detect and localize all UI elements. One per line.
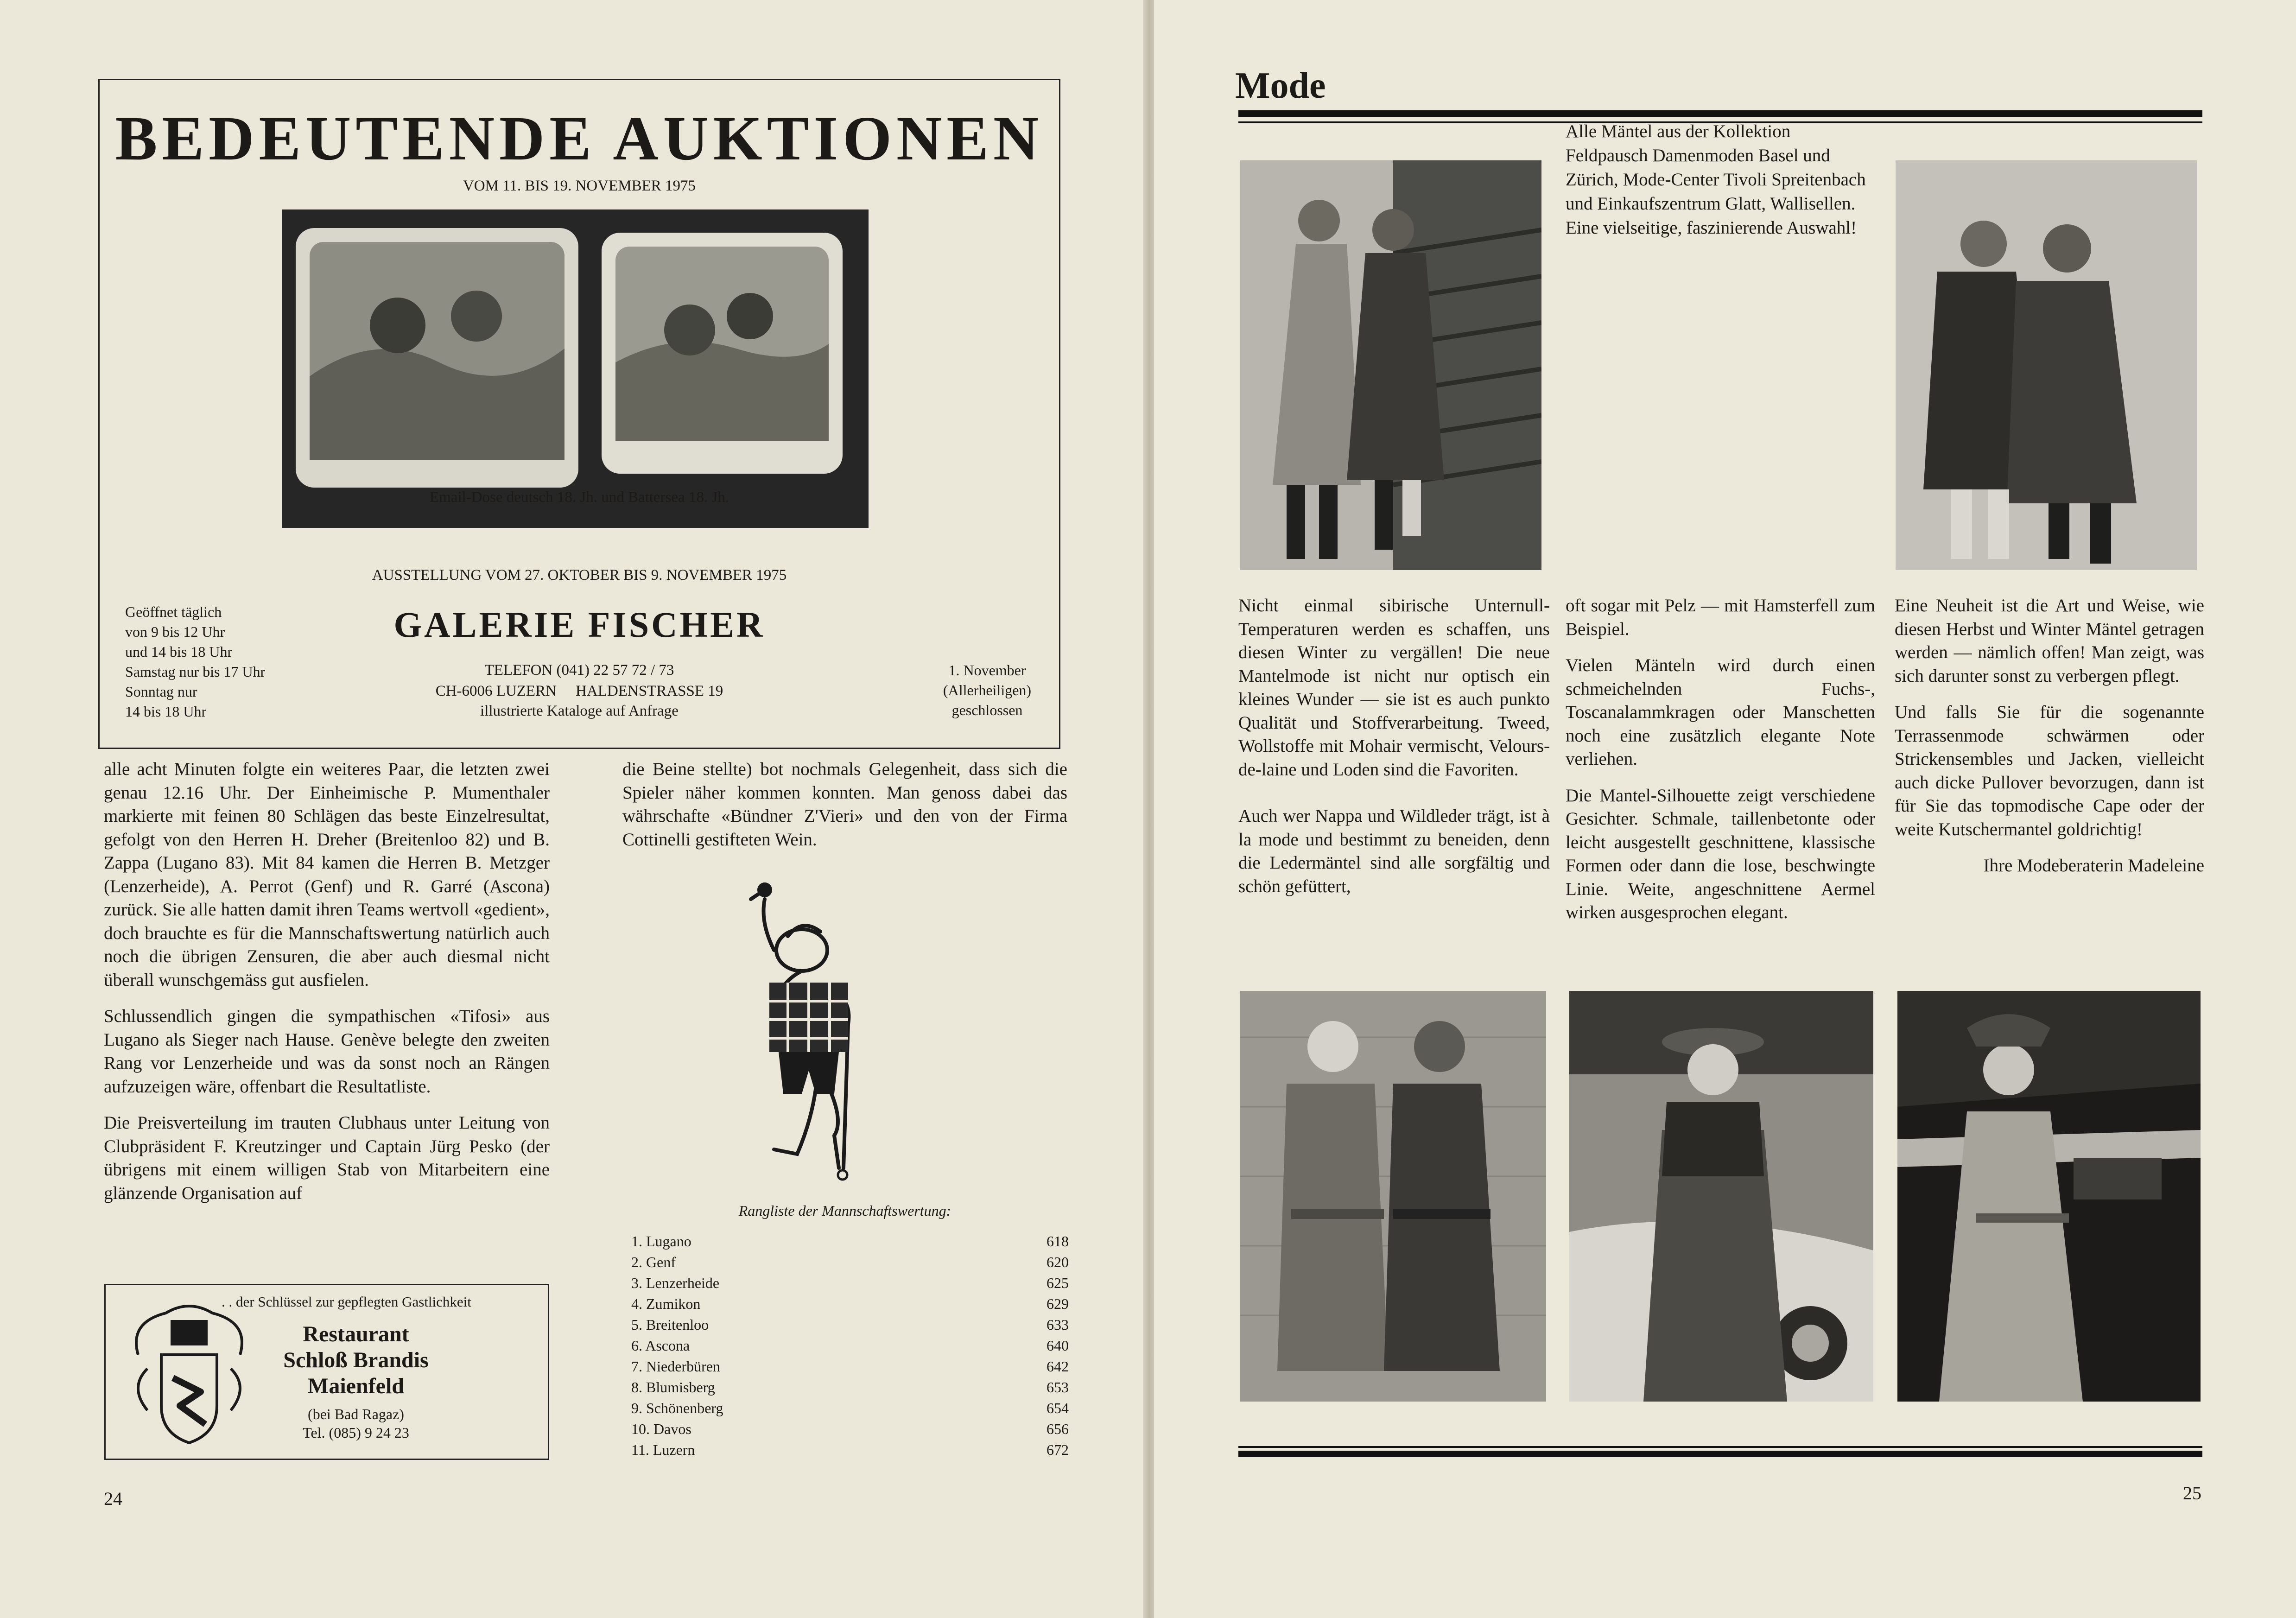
gallery-phone: TELEFON (041) 22 57 72 / 73 bbox=[484, 662, 674, 679]
golfer-illustration bbox=[695, 871, 927, 1205]
restaurant-location: (bei Bad Ragaz) Tel. (085) 9 24 23 bbox=[303, 1406, 409, 1441]
ranking-table bbox=[631, 1231, 1069, 1460]
coat-of-arms-icon bbox=[120, 1294, 259, 1447]
restaurant-name: Restaurant Schloß Brandis Maienfeld bbox=[283, 1322, 429, 1398]
mode-column-2: oft sogar mit Pelz — mit Hamsterfell zum Beispiel. Vielen Mänteln wird durch einen schmeichelnden Fuchs-, Toscanalammkragen oder Manschetten noch eine zusätzlich elegante Note verliehen. Die Mantel-Silhouette zeigt verschiedene Gesichter. Schmale, taillenbetonte oder leicht ausgestellt geschnittene, klassische Formen oder dann die lose, beschwingte Linie. Weite, angeschnittene Aermel wirken ausgesprochen elegant. bbox=[1566, 596, 1875, 922]
fashion-photo-belted-coats bbox=[1240, 991, 1546, 1402]
page-number: 25 bbox=[2183, 1483, 2201, 1504]
section-title: Mode bbox=[1235, 65, 1326, 106]
table-row: 7. Niederbüren 642 bbox=[631, 1358, 1069, 1375]
bottom-rule bbox=[1238, 1451, 2202, 1457]
ad-title: BEDEUTENDE AUKTIONEN bbox=[115, 104, 1044, 173]
table-row: 9. Schönenberg 654 bbox=[631, 1400, 1069, 1416]
page-number: 24 bbox=[104, 1488, 122, 1509]
mode-column-1: Nicht einmal sibirische Unternull-Temperaturen werden es schaffen, uns diesen Winter zu vergällen! Die neue Mantelmode ist nicht nur optisch ein kleines Wunder — sie ist es auch punkto Qualität und Stoffverarbeitung. Tweed, Wollstoffe mit Mohair vermischt, Velours-de-laine und Loden sind die Favoriten. Auch wer Nappa und Wildleder trägt, ist à la mode und bestimmt zu beneiden, denn die Ledermäntel sind alle sorgfältig und schön gefüttert, bbox=[1238, 596, 1550, 896]
opening-hours: Geöffnet täglich von 9 bis 12 Uhr und 14 bis 18 Uhr Samstag nur bis 17 Uhr Sonntag nur 14 bis 18 Uhr bbox=[125, 603, 266, 720]
enamel-boxes-photo bbox=[282, 209, 869, 528]
closed-notice: 1. November (Allerheiligen) geschlossen bbox=[943, 662, 1032, 718]
mode-column-3: Eine Neuheit ist die Art und Weise, wie diesen Herbst und Winter Mäntel getragen werden — nämlich offen! Man zeigt, was sich darunter sonst zu verbergen pflegt. Und falls Sie für die sogenannte Terrassenmode schwärmen oder Strickensembles und Jacken, vielleicht auch dicke Pullover bevorzugen, dann ist für Sie das topmodische Cape oder der weite Kutschermantel goldrichtig! Ihre Modeberaterin Madeleine bbox=[1895, 594, 2204, 891]
restaurant-advertisement bbox=[104, 1284, 549, 1460]
intro-text: Alle Mäntel aus der Kollektion Feldpausch Damenmoden Basel und Zürich, Mode-Center Tivoli Spreitenbach und Einkaufszentrum Glatt, Wallisellen. Eine vielseitige, faszinierende Auswahl! bbox=[1566, 121, 1866, 238]
author-signature: Ihre Modeberaterin Madeleine bbox=[1983, 856, 2204, 876]
gallery-catalog: illustrierte Kataloge auf Anfrage bbox=[480, 703, 679, 719]
table-row: 8. Blumisberg 653 bbox=[631, 1379, 1069, 1396]
fashion-photo-fur-collar-hat bbox=[1569, 991, 1873, 1402]
photo-caption: Email-Dose deutsch 18. Jh. und Battersea 18. Jh. bbox=[429, 489, 729, 506]
table-row: 3. Lenzerheide 625 bbox=[631, 1275, 1069, 1291]
auction-advertisement bbox=[98, 79, 1060, 749]
title-rule bbox=[1238, 110, 2202, 117]
gallery-name: GALERIE FISCHER bbox=[393, 604, 765, 645]
ranking-title: Rangliste der Mannschaftswertung: bbox=[738, 1202, 951, 1219]
gallery-address: CH-6006 LUZERN HALDENSTRASSE 19 bbox=[435, 683, 723, 699]
table-row: 2. Genf 620 bbox=[631, 1254, 1069, 1270]
table-row: 1. Lugano 618 bbox=[631, 1233, 1069, 1250]
ad-dates: VOM 11. BIS 19. NOVEMBER 1975 bbox=[463, 178, 696, 194]
fashion-photo-two-women-walking bbox=[1896, 160, 2197, 570]
article-column-1: alle acht Minuten folgte ein weiteres Paar, die letzten zwei genau 12.16 Uhr. Der Einheimische P. Mumenthaler markierte mit feinen 80 Schlägen das beste Einzelresultat, gefolgt von den Herren H. Dreher (Breitenloo 82) und B. Zappa (Lugano 83). Mit 84 kamen die Herren B. Metzger (Lenzerheide), A. Perrot (Genf) und R. Garré (Ascona) zurück. Sie alle hatten damit ihren Teams wertvoll «gedient», doch brauchte es für die Mannschaftswertung natürlich auch noch die übrigen Zensuren, die aber auch diesmal nicht überall wunschgemäss gut ausfielen. Schlussendlich gingen die sympathischen «Tifosi» aus Lugano als Sieger nach Hause. Genève belegte den zweiten Rang vor Lenzerheide und was da sonst noch an Rängen aufzuzeigen wäre, offenbart die Resultatliste. Die Preisverteilung im trauten Clubhaus unter Leitung von Clubpräsident F. Kreutzinger und Captain Jürg Pesko (der übrigens mit einem willigen Stab von Mitarbeitern eine glänzende Organisation auf bbox=[104, 759, 550, 1203]
fashion-photo-tweed-coat-car bbox=[1897, 991, 2201, 1402]
table-row: 10. Davos 656 bbox=[631, 1421, 1069, 1437]
table-row: 6. Ascona 640 bbox=[631, 1337, 1069, 1354]
fashion-photo-two-women-stairs bbox=[1240, 160, 1541, 570]
table-row: 5. Breitenloo 633 bbox=[631, 1316, 1069, 1333]
bottom-rule-thin bbox=[1238, 1446, 2202, 1448]
table-row: 4. Zumikon 629 bbox=[631, 1295, 1069, 1312]
table-row: 11. Luzern 672 bbox=[631, 1441, 1069, 1458]
left-page bbox=[0, 0, 1145, 1618]
restaurant-tagline: . . der Schlüssel zur gepflegten Gastlichkeit bbox=[222, 1294, 471, 1310]
article-column-2: die Beine stellte) bot nochmals Gelegenheit, dass sich die Spieler näher kommen konnten. Man genoss dabei das währschafte «Bündner Z'Vieri» und den von der Firma Cottinelli gestifteten Wein. bbox=[622, 759, 1067, 850]
exhibition-dates: AUSSTELLUNG VOM 27. OKTOBER BIS 9. NOVEMBER 1975 bbox=[372, 567, 787, 584]
